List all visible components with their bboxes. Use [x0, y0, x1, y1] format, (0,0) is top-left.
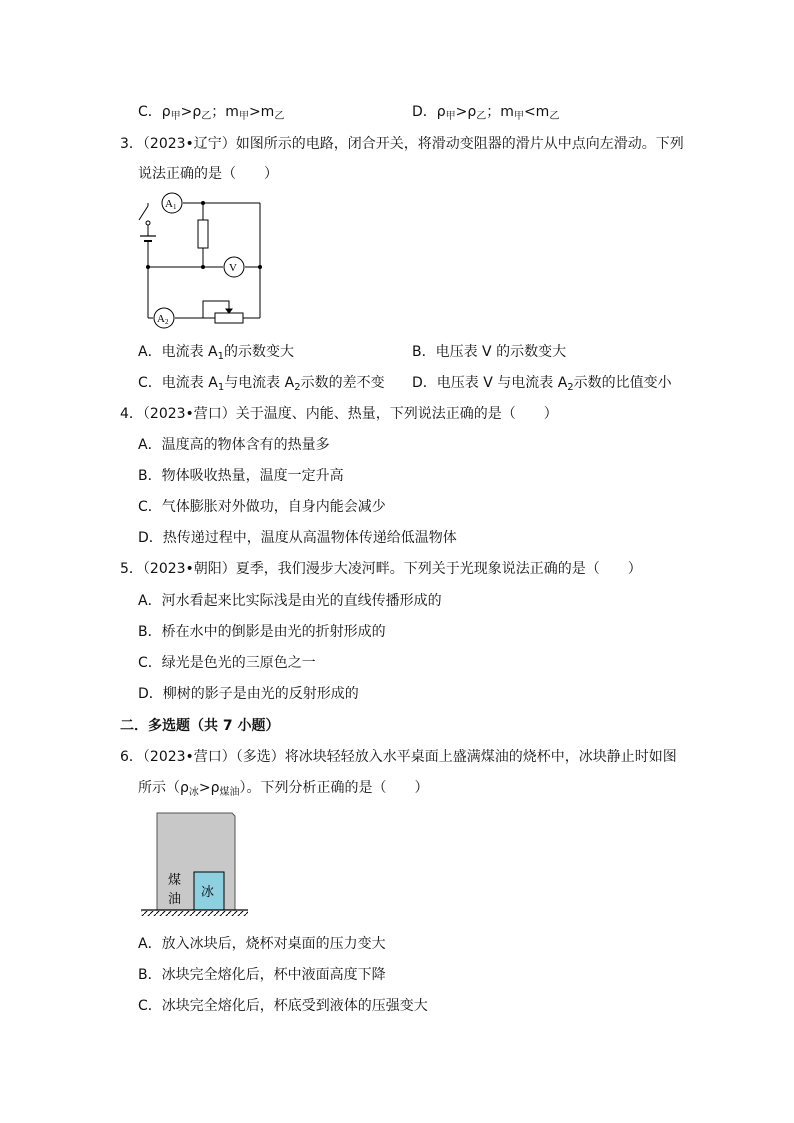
q6-stem-line2: 所示$(\rho_冰>\rho_{煤油})$。下列分析正确的是（ ）: [138, 780, 429, 798]
kerosene-label-1: 煤: [168, 873, 182, 888]
q5-option-c: C．绿光是色光的三原色之一: [138, 655, 316, 671]
q4-option-d: D．热传递过程中，温度从高温物体传递给低温物体: [138, 530, 457, 546]
switch-blade: [139, 206, 148, 220]
q6-option-a: A．放入冰块后，烧杯对桌面的压力变大: [138, 936, 386, 952]
voltmeter-label: V: [229, 262, 237, 274]
section-title-multiple-choice: 二．多选题（共 7 小题）: [120, 718, 280, 734]
table-surface: [141, 911, 248, 916]
ammeter-a1-label: A: [165, 198, 173, 210]
kerosene-label-2: 油: [168, 892, 182, 907]
ice-label: 冰: [201, 885, 215, 900]
q5-stem: 5．（2023•朝阳）夏季，我们漫步大凌河畔。下列关于光现象说法正确的是（ ）: [120, 561, 642, 577]
q6-stem-line1: 6．（2023•营口）（多选）将冰块轻轻放入水平桌面上盛满煤油的烧杯中，冰块静止时如图: [120, 749, 677, 765]
q4-option-b: B．物体吸收热量，温度一定升高: [138, 468, 344, 484]
q3-option-d: D．电压表 V 与电流表 $A_2$示数的比值变小: [412, 375, 672, 393]
q4-option-a: A．温度高的物体含有的热量多: [138, 437, 330, 453]
q3-stem-line1: 3．（2023•辽宁）如图所示的电路，闭合开关，将滑动变阻器的滑片从中点向左滑动。下列: [120, 136, 684, 152]
q4-option-c: C．气体膨胀对外做功，自身内能会减少: [138, 499, 386, 515]
q2-option-c: C．$\rho_甲>\rho_乙$；$m_甲>m_乙$: [138, 104, 285, 122]
q5-option-b: B．桥在水中的倒影是由光的折射形成的: [138, 624, 386, 640]
ammeter-a2-label: A: [157, 313, 165, 325]
beaker-figure: [138, 812, 250, 924]
q3-option-c: C．电流表 $A_1$与电流表 $A_2$示数的差不变: [138, 375, 385, 393]
q3-option-b: B．电压表 V 的示数变大: [412, 344, 567, 360]
q3-stem-line2: 说法正确的是（ ）: [138, 166, 278, 182]
q6-option-b: B．冰块完全熔化后，杯中液面高度下降: [138, 967, 386, 983]
q3-option-a: A．电流表 $A_1$的示数变大: [138, 344, 294, 362]
svg-text:1: 1: [173, 203, 177, 211]
q6-option-c: C．冰块完全熔化后，杯底受到液体的压强变大: [138, 998, 428, 1014]
circuit-diagram: [135, 192, 275, 334]
q4-stem: 4．（2023•营口）关于温度、内能、热量，下列说法正确的是（ ）: [120, 406, 558, 422]
svg-text:2: 2: [165, 318, 169, 326]
q2-option-d: D．$\rho_甲>\rho_乙$；$m_甲<m_乙$: [412, 104, 560, 122]
q5-option-d: D．柳树的影子是由光的反射形成的: [138, 686, 359, 702]
q5-option-a: A．河水看起来比实际浅是由光的直线传播形成的: [138, 593, 442, 609]
